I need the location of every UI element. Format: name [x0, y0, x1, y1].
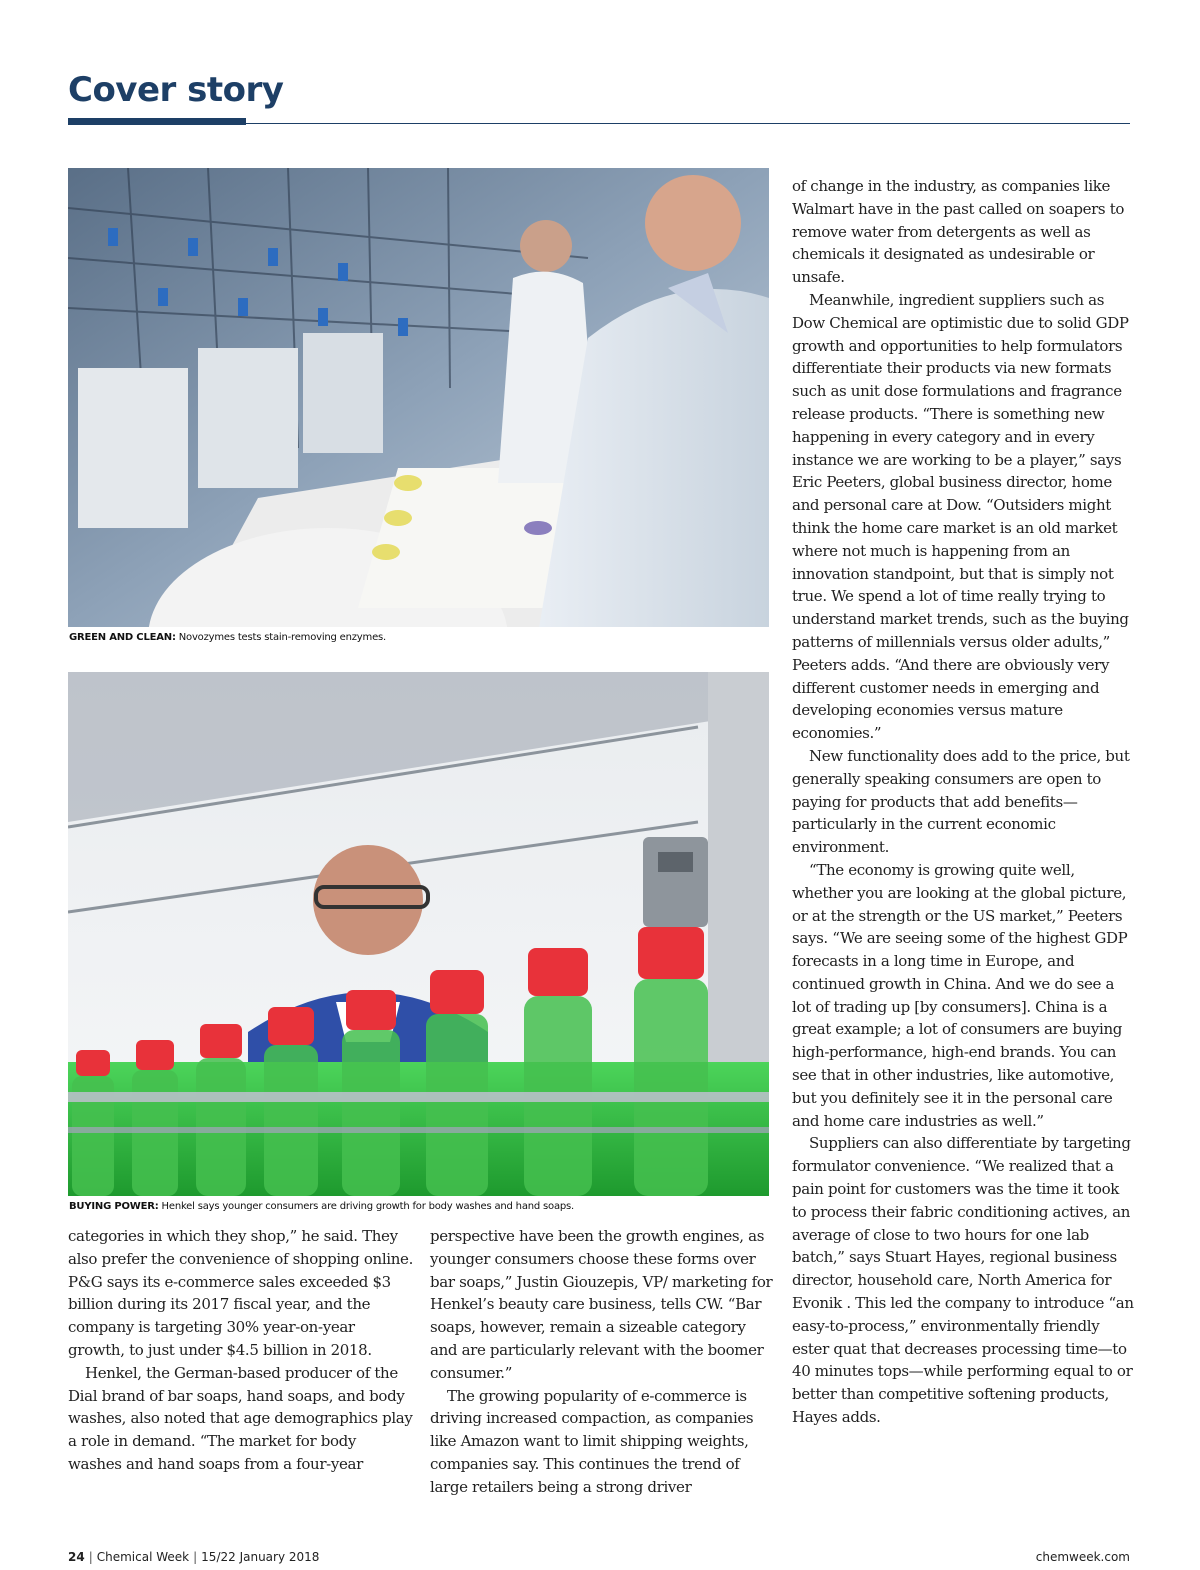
article-column-2 — [430, 1225, 776, 1499]
caption-text: Henkel says younger consumers are driving growth for body washes and hand soaps. — [158, 1201, 575, 1212]
footer-separator: | — [193, 1550, 198, 1564]
paragraph: The growing popularity of e-commerce is driving increased compaction, as companies like Amazon want to limit shipping weights, companies say. This continues the trend of large retailers being a strong driver — [430, 1386, 754, 1496]
paragraph: categories in which they shop,” he said. They also prefer the convenience of shopping online. P&G says its e-commerce sales exceeded $3 billion during its 2017 fiscal year, and the company is targeting 30% year-on-year growth, to just under $4.5 billion in 2018. — [68, 1227, 413, 1359]
photo-caption — [69, 631, 769, 645]
paragraph: “The economy is growing quite well, whether you are looking at the global picture, or at the strength or the US market,” Peeters says. “We are seeing some of the highest GDP forecasts in a long time in Europe, and continued growth in China. And we do see a lot of trading up [by consumers]. China is a great example; a lot of consumers are buying high-performance, high-end brands. You can see that in other industries, like automotive, but you definitely see it in the personal care and home care industries as well.” — [792, 860, 1128, 1130]
paragraph: Henkel, the German-based producer of the Dial brand of bar soaps, hand soaps, and body washes, also noted that age demographics play a role in demand. “The market for body washes and hand soaps from a four-year — [68, 1363, 413, 1473]
website-link[interactable]: chemweek.com — [1035, 1550, 1130, 1564]
page-footer — [68, 1550, 1130, 1568]
photo-caption — [69, 1200, 769, 1214]
photo-lab-enzymes — [68, 168, 769, 627]
article-column-3 — [792, 175, 1137, 1429]
paragraph: Meanwhile, ingredient suppliers such as Dow Chemical are optimistic due to solid GDP growth and opportunities to help formulators differentiate their products via new formats such as unit dose formulations and fragrance release products. “There is something new happening in every category and in every instance we are working to be a player,” says Eric Peeters, global business director, home and personal care at Dow. “Outsiders might think the home care market is an old market where not much is happening from an innovation standpoint, but that is simply not true. We spend a lot of time really trying to understand market trends, such as the buying patterns of millennials versus older adults,” Peeters adds. “And there are obviously very different customer needs in emerging and developing economies versus mature economies.” — [792, 290, 1129, 743]
caption-label: BUYING POWER: — [69, 1201, 159, 1212]
caption-text: Novozymes tests stain-removing enzymes. — [175, 632, 387, 643]
footer-info — [68, 1550, 319, 1564]
issue-date: 15/22 January 2018 — [201, 1550, 320, 1564]
article-column-1 — [68, 1225, 414, 1476]
paragraph: New functionality does add to the price, but generally speaking consumers are open to paying for products that add benefits—particularly in the current economic environment. — [792, 746, 1130, 857]
paragraph: perspective have been the growth engines, as younger consumers choose these forms over bar soaps,” Justin Giouzepis, VP/ marketing for Henkel’s beauty care business, tells CW. “Bar soaps, however, remain a sizeable category and are particularly relevant with the boomer consumer.” — [430, 1227, 773, 1382]
paragraph: of change in the industry, as companies like Walmart have in the past called on soapers to remove water from detergents as well as chemicals it designated as undesirable or unsafe. — [792, 177, 1125, 287]
photo-bottling-line — [68, 672, 769, 1196]
section-title: Cover story — [68, 70, 284, 110]
page-number: 24 — [68, 1550, 85, 1564]
footer-separator: | — [88, 1550, 93, 1564]
caption-label: GREEN AND CLEAN: — [69, 632, 176, 643]
header-accent-bar — [68, 118, 246, 125]
publication-name: Chemical Week — [96, 1550, 190, 1564]
paragraph: Suppliers can also differentiate by targeting formulator convenience. “We realized that a pain point for customers was the time it took to process their fabric conditioning actives, an average of close to two hours for one lab batch,” says Stuart Hayes, regional business director, household care, North America for Evonik . This led the company to introduce “an easy-to-process,” environmentally friendly ester quat that decreases processing time—to 40 minutes tops—while performing equal to or better than competitive softening products, Hayes adds. — [792, 1134, 1134, 1427]
